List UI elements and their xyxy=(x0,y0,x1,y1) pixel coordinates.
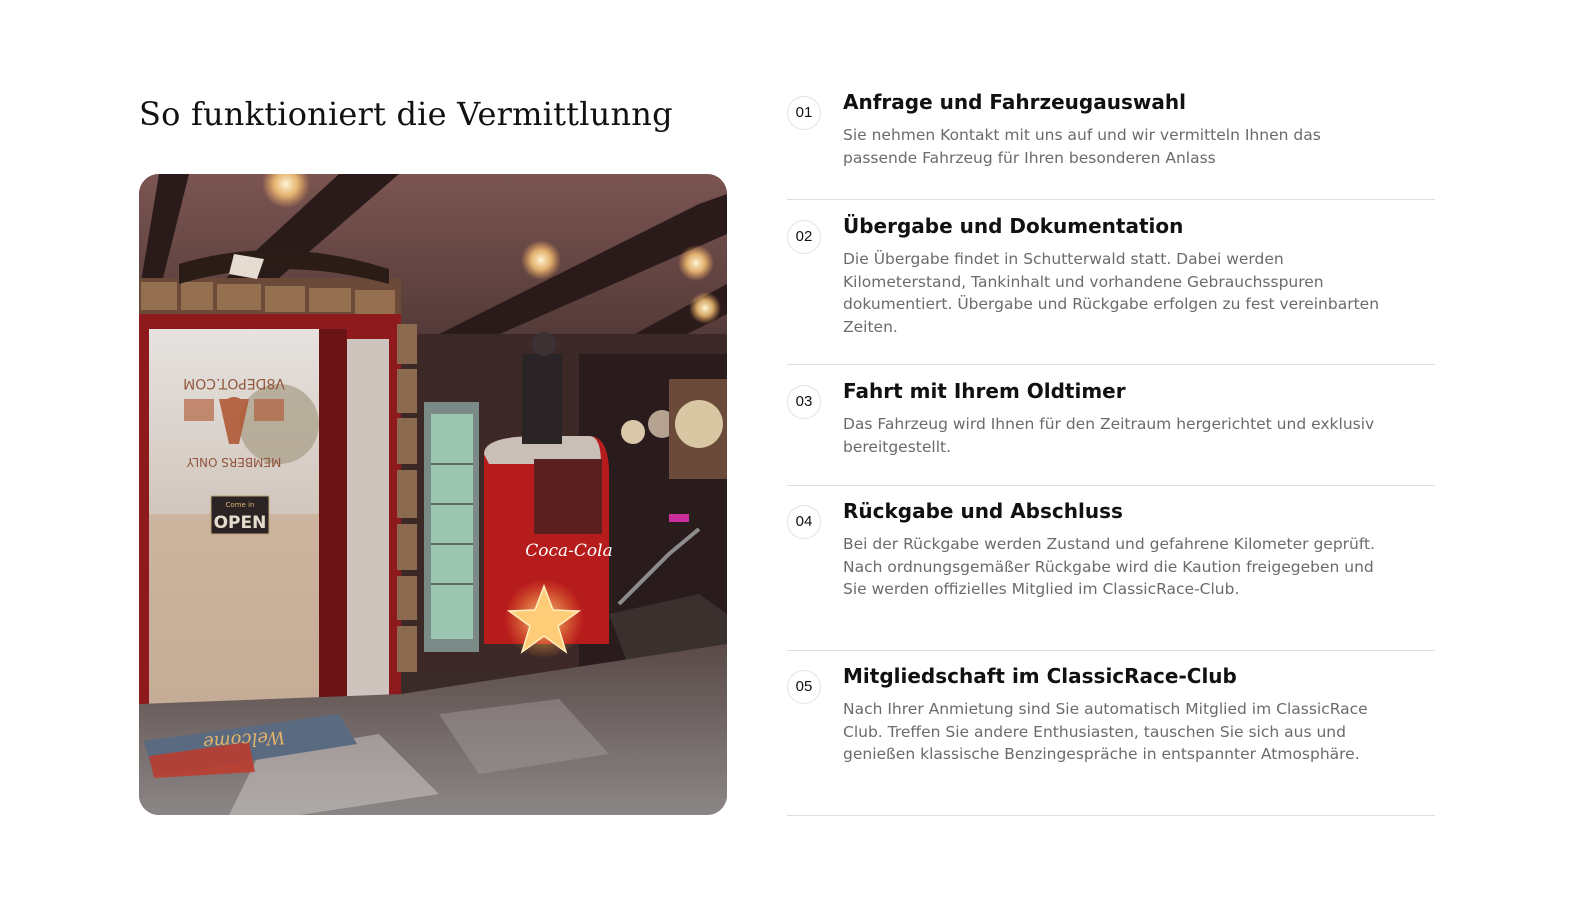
step-item-5 xyxy=(787,664,1435,816)
fridge-brand: Coca-Cola xyxy=(525,541,613,561)
step-number-badge: 04 xyxy=(787,505,821,539)
step-description: Die Übergabe findet in Schutterwald statt. Dabei werden Kilometerstand, Tankinhalt und vorhandene Gebrauchsspuren dokumentiert. Übergabe und Rückgabe erfolgen zu fest vereinbarten Zeiten. xyxy=(843,250,1380,336)
door-logo-subtext: MEMBERS ONLY xyxy=(186,455,282,469)
step-description: Das Fahrzeug wird Ihnen für den Zeitraum hergerichtet und exklusiv bereitgestellt. xyxy=(843,415,1375,456)
step-number-badge: 03 xyxy=(787,385,821,419)
step-item-2 xyxy=(787,214,1435,365)
showroom-photo xyxy=(139,174,727,815)
step-description: Sie nehmen Kontakt mit uns auf und wir vermitteln Ihnen das passende Fahrzeug für Ihren besonderen Anlass xyxy=(843,126,1321,167)
step-description: Bei der Rückgabe werden Zustand und gefahrene Kilometer geprüft. Nach ordnungsgemäßer Rückgabe wird die Kaution freigegeben und Sie werden offizielles Mitglied im ClassicRace-Club. xyxy=(843,535,1376,598)
section-title: So funktioniert die Vermittlunng xyxy=(139,95,673,133)
step-number-badge: 05 xyxy=(787,670,821,704)
step-item-4 xyxy=(787,499,1435,651)
step-item-1 xyxy=(787,90,1435,200)
step-item-3 xyxy=(787,379,1435,486)
step-title: Anfrage und Fahrzeugauswahl xyxy=(843,90,1186,114)
step-title: Übergabe und Dokumentation xyxy=(843,214,1184,238)
step-title: Fahrt mit Ihrem Oldtimer xyxy=(843,379,1126,403)
door-sign: OPEN xyxy=(213,513,267,533)
door-sign-small: Come in xyxy=(225,501,255,509)
step-number-badge: 01 xyxy=(787,96,821,130)
mat-text: Welcome xyxy=(202,726,286,753)
step-number-badge: 02 xyxy=(787,220,821,254)
step-title: Mitgliedschaft im ClassicRace-Club xyxy=(843,664,1237,688)
step-title: Rückgabe und Abschluss xyxy=(843,499,1123,523)
door-logo-text: V8DEPOT.COM xyxy=(183,375,285,391)
step-description: Nach Ihrer Anmietung sind Sie automatisch Mitglied im ClassicRace Club. Treffen Sie andere Enthusiasten, tauschen Sie sich aus und genießen klassische Benzingespräche in entspannter Atmosphäre. xyxy=(843,700,1368,763)
